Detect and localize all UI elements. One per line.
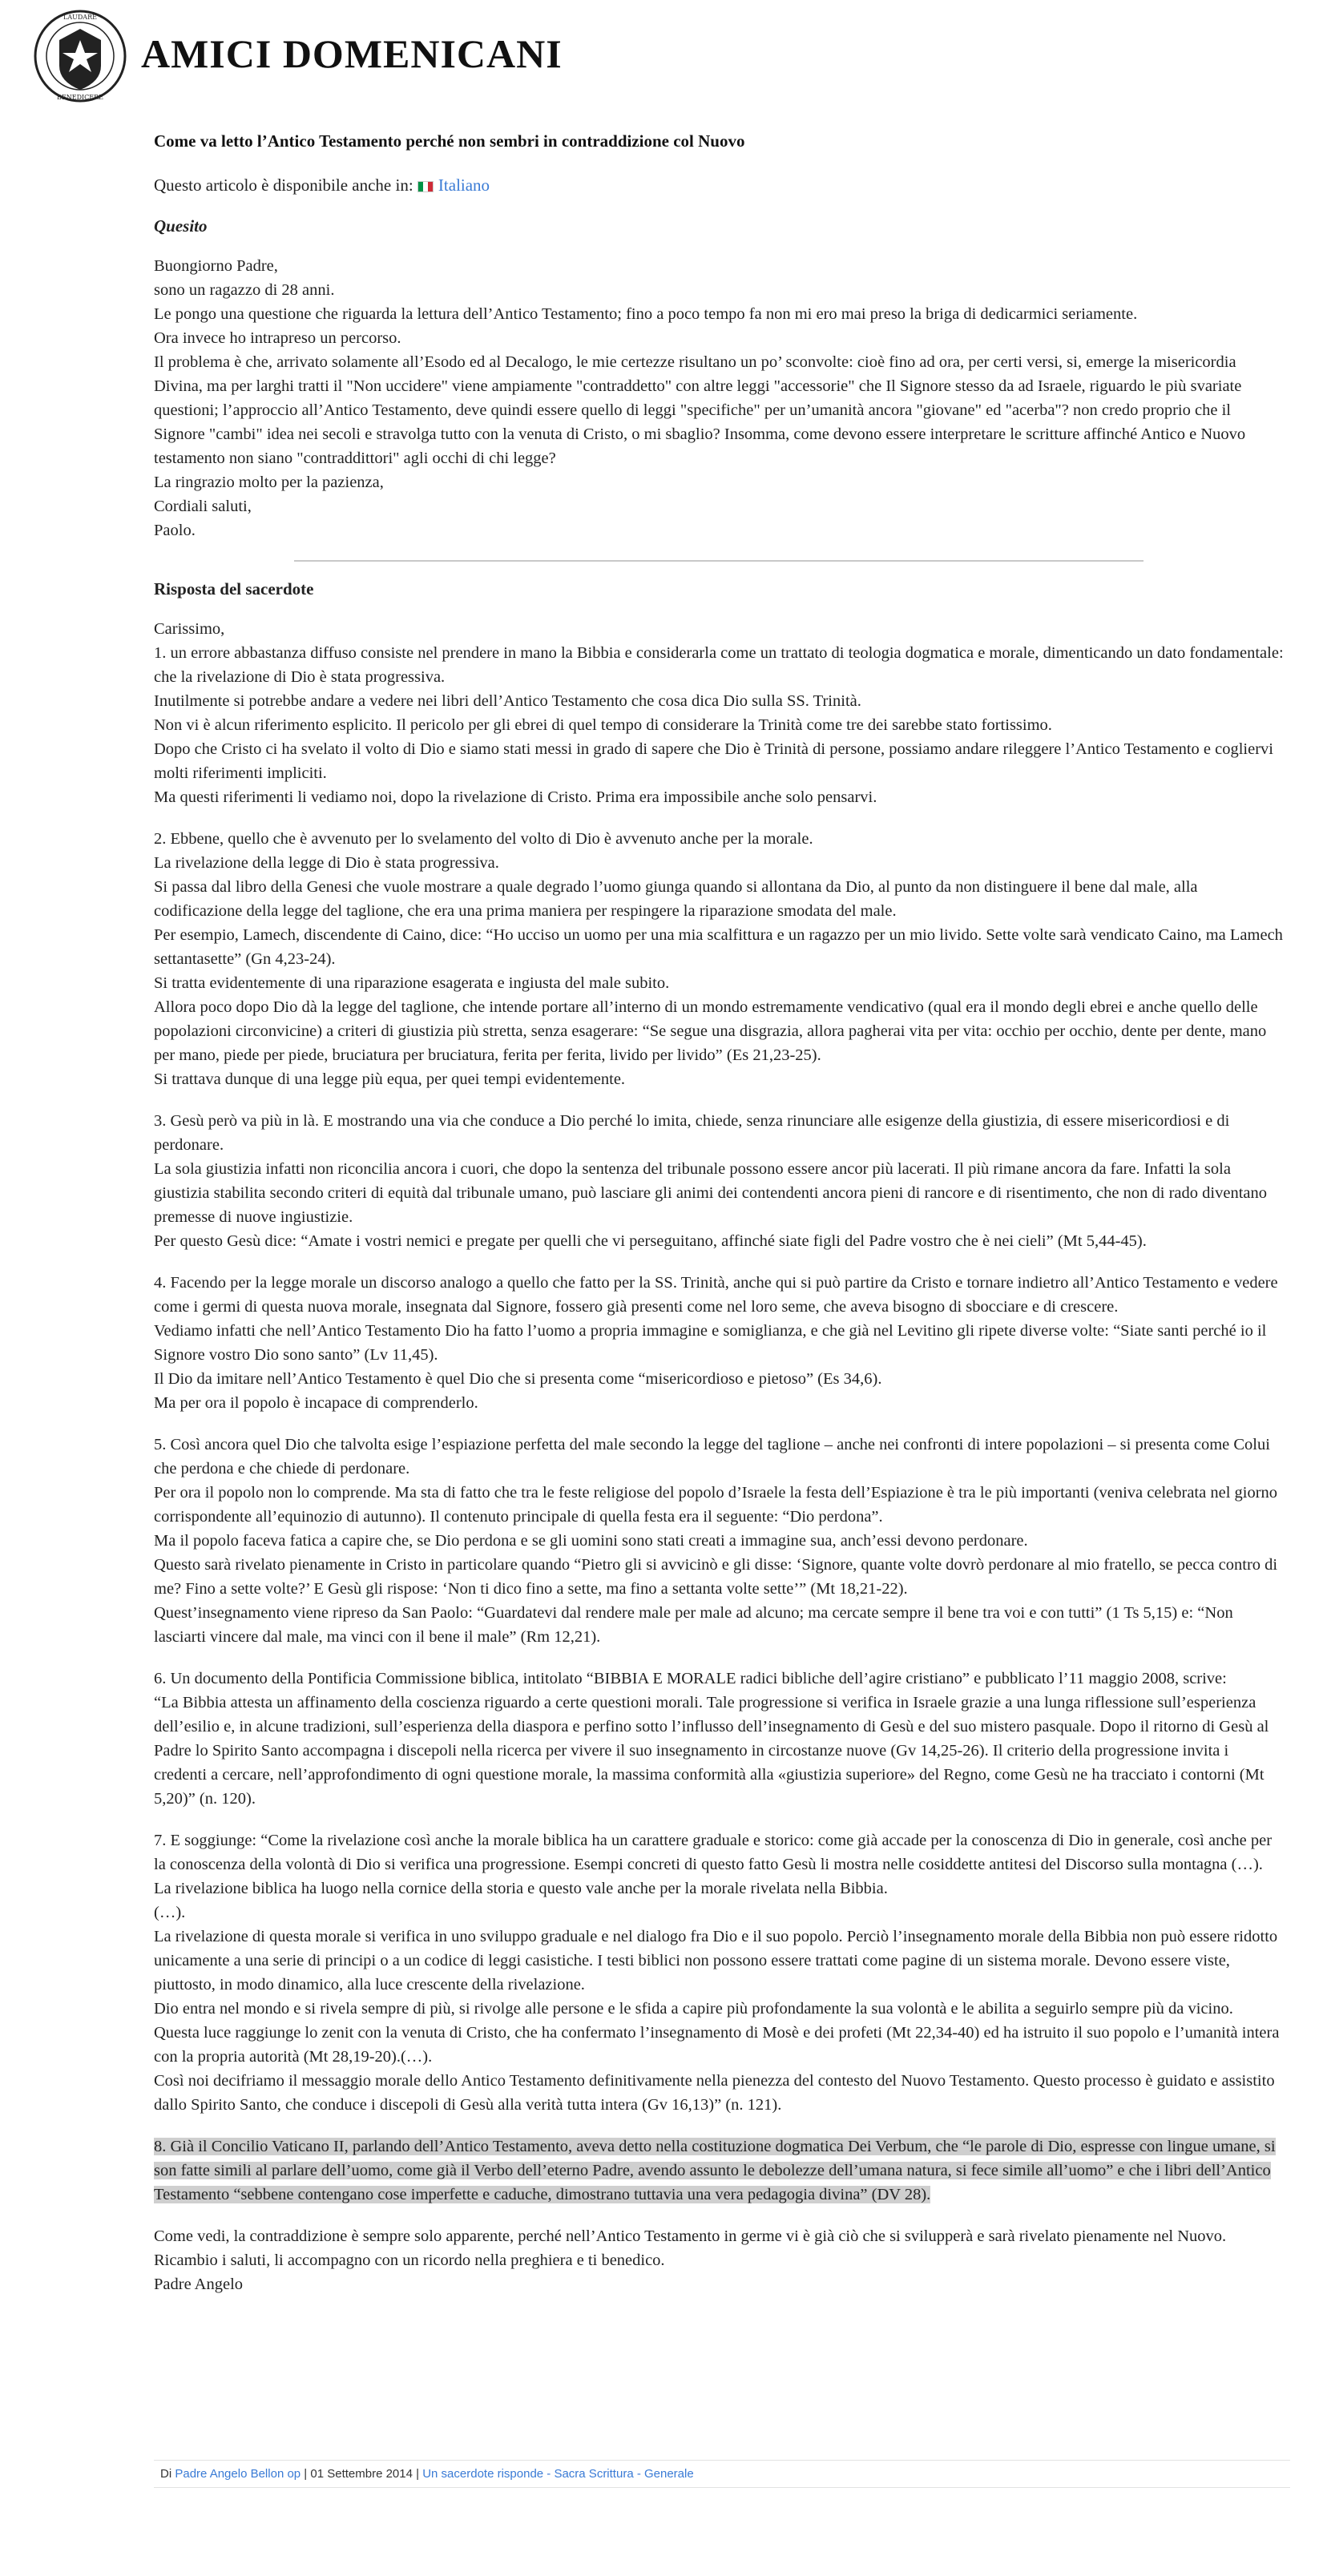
- site-header: [0, 0, 1323, 119]
- answer-label: Risposta del sacerdote: [154, 579, 314, 599]
- highlighted-text: 8. Già il Concilio Vaticano II, parlando dell’Antico Testamento, aveva detto nella costituzione dogmatica Dei Verbum, che “le parole di Dio, espresse con lingue umane, si son fatte simili al parlare dell’uomo, come già il Verbo dell’eterno Padre, avendo assunto le debolezze dell’umana natura, si fece simile all’uomo” e che i libri dell’Antico Testamento “sebbene contengano cose imperfette e caduche, dimostrano tuttavia una vera pedagogia divina” (DV 28).: [154, 2138, 1276, 2203]
- answer-paragraph-6: 6. Un documento della Pontificia Commissione biblica, intitolato “BIBBIA E MORALE radici bibliche dell’agire cristiano” e pubblicato l’11 maggio 2008, scrive: “La Bibbia attesta un affinamento della coscienza riguardo a certe questioni morali. Tale progressione si verifica in Israele grazie a una lunga riflessione sull’esperienza dell’esilio e, in alcune tradizioni, sull’esperienza della diaspora e perfino sotto l’influsso dell’insegnamento di Gesù e del suo mistero pasquale. Dopo il ritorno di Gesù al Padre lo Spirito Santo accompagna i discepoli nella ricerca per vivere il suo insegnamento in circostanze nuove (Gv 14,25-26). Il criterio della progressione invita i credenti a cercare, nell’approfondimento di ogni questione morale, la massima conformità alla «giustizia superiore» del Regno, come Gesù ne ha tracciato i contorni (Mt 5,20)” (n. 120).: [154, 1670, 1269, 1808]
- question-label: Quesito: [154, 216, 208, 236]
- post-title: Come va letto l’Antico Testamento perché non sembri in contraddizione col Nuovo: [154, 131, 745, 151]
- category-links[interactable]: Un sacerdote risponde - Sacra Scrittura - Generale: [422, 2467, 694, 2481]
- answer-paragraph-3: 3. Gesù però va più in là. E mostrando una via che conduce a Dio perché lo imita, chiede, senza rinunciare alle esigenze della giustizia, di essere misericordiosi e di perdonare. La sola giustizia infatti non riconcilia ancora i cuori, che dopo la sentenza del tribunale possono essere ancor più lacerati. Il più rimane ancora da fare. Infatti la sola giustizia stabilita secondo criteri di equità dal tribunale umano, può lasciare gli animi dei contendenti ancora pieni di rancore e di risentimento, che non di rado diventano premesse di nuove ingiustizie. Per questo Gesù dice: “Amate i vostri nemici e pregate per quelli che vi perseguitano, affinché siate figli del Padre vostro che è nei cieli” (Mt 5,44-45).: [154, 1112, 1267, 1250]
- author-prefix: Di: [160, 2467, 172, 2481]
- dominican-seal-logo[interactable]: [32, 8, 128, 104]
- svg-text:LAUDARE: LAUDARE: [63, 14, 97, 21]
- answer-paragraph-2: 2. Ebbene, quello che è avvenuto per lo svelamento del volto di Dio è avvenuto anche per la morale. La rivelazione della legge di Dio è stata progressiva. Si passa dal libro della Genesi che vuole mostrare a quale degrado l’uomo giunga quando si allontana da Dio, al punto da non distinguere il bene dal male, alla codificazione della legge del taglione, che era una prima maniera per respingere la riparazione smodata del male. Per esempio, Lamech, discendente di Caino, dice: “Ho ucciso un uomo per una mia scalfittura e un ragazzo per un mio livido. Sette volte sarà vendicato Caino, ma Lamech settantasette” (Gn 4,23-24). Si tratta evidentemente di una riparazione esagerata e ingiusta del male subito. Allora poco dopo Dio dà la legge del taglione, che intende portare all’interno di un mondo estremamente vendicativo (qual era il mondo degli ebrei e anche quello delle popolazioni circonvicine) a criteri di giustizia più stretta, senza esagerare: “Se segue una disgrazia, allora pagherai vita per vita: occhio per occhio, dente per dente, mano per mano, piede per piede, bruciatura per bruciatura, ferita per ferita, livido per livido” (Es 21,23-25). Si trattava dunque di una legge più equa, per quei tempi evidentemente.: [154, 830, 1283, 1088]
- post-content: [154, 120, 1284, 2314]
- site-title[interactable]: AMICI DOMENICANI: [141, 31, 563, 76]
- answer-closing: Come vedi, la contraddizione è sempre solo apparente, perché nell’Antico Testamento in germe vi è già ciò che si svilupperà e sarà rivelato pienamente nel Nuovo. Ricambio i saluti, li accompagno con un ricordo nella preghiera e ti benedico. Padre Angelo: [154, 2227, 1227, 2293]
- section-divider: [294, 560, 1144, 562]
- post-date: 01 Settembre 2014: [310, 2467, 413, 2481]
- footer-separator: |: [412, 2467, 423, 2481]
- svg-text:BENEDICERE: BENEDICERE: [57, 94, 103, 101]
- answer-paragraph-4: 4. Facendo per la legge morale un discorso analogo a quello che fatto per la SS. Trinità, anche qui si può partire da Cristo e tornare indietro all’Antico Testamento e vedere come i germi di questa nuova morale, insegnata dal Signore, fossero già presenti come nel loro seme, che aveva bisogno di sbocciare e di crescere. Vediamo infatti che nell’Antico Testamento Dio ha fatto l’uomo a propria immagine e somiglianza, e che già nel Levitino gli ripete diverse volte: “Siate santi perché io il Signore vostro Dio sono santo” (Lv 11,45). Il Dio da imitare nell’Antico Testamento è quel Dio che si presenta come “misericordioso e pietoso” (Es 34,6). Ma per ora il popolo è incapace di comprenderlo.: [154, 1274, 1278, 1412]
- answer-paragraph-1: Carissimo, 1. un errore abbastanza diffuso consiste nel prendere in mano la Bibbia e considerarla come un trattato di teologia dogmatica e morale, dimenticando un dato fondamentale: che la rivelazione di Dio è stata progressiva. Inutilmente si potrebbe andare a vedere nei libri dell’Antico Testamento che cosa dica Dio sulla SS. Trinità. Non vi è alcun riferimento esplicito. Il pericolo per gli ebrei di quel tempo di considerare la Trinità come tre dei sarebbe stato fortissimo. Dopo che Cristo ci ha svelato il volto di Dio e siamo stati messi in grado di sapere che Dio è Trinità di persone, possiamo andare rileggere l’Antico Testamento e cogliervi molti riferimenti impliciti. Ma questi riferimenti li vediamo noi, dopo la rivelazione di Cristo. Prima era impossibile anche solo pensarvi.: [154, 620, 1284, 806]
- author-link[interactable]: Padre Angelo Bellon op: [175, 2467, 301, 2481]
- footer-separator: |: [300, 2467, 311, 2481]
- post-footer: [154, 2460, 1290, 2488]
- italian-language-link[interactable]: Italiano: [438, 175, 490, 195]
- italian-flag-icon: [417, 181, 434, 192]
- answer-paragraph-7: 7. E soggiunge: “Come la rivelazione così anche la morale biblica ha un carattere graduale e storico: come già accade per la conoscenza di Dio in generale, così anche per la conoscenza della volontà di Dio si verifica una progressione. Esempi concreti di questo fatto Gesù li mostra nelle cosiddette antitesi del Discorso sulla montagna (…). La rivelazione biblica ha luogo nella cornice della storia e questo vale anche per la morale rivelata nella Bibbia. (…). La rivelazione di questa morale si verifica in uno sviluppo graduale e nel dialogo fra Dio e il suo popolo. Perciò l’insegnamento morale della Bibbia non può essere ridotto unicamente a una serie di principi o a un codice di leggi casistiche. I testi biblici non possono essere trattati come pagine di un sistema morale. Devono essere viste, piuttosto, in modo dinamico, alla luce crescente della rivelazione. Dio entra nel mondo e si rivela sempre di più, si rivolge alle persone e le sfida a capire più profondamente la sua volontà e le abilita a seguirlo sempre più da vicino. Questa luce raggiunge lo zenit con la venuta di Cristo, che ha confermato l’insegnamento di Mosè e dei profeti (Mt 22,34-40) ed ha istruito il suo popolo e l’umanità intera con la propria autorità (Mt 28,19-20).(…). Così noi decifriamo il messaggio morale dello Antico Testamento definitivamente nella pienezza del contesto del Nuovo Testamento. Questo processo è guidato e assistito dallo Spirito Santo, che conduce i discepoli di Gesù alla verità tutta intera (Gv 16,13)” (n. 121).: [154, 1832, 1280, 2114]
- answer-paragraph-8: [154, 2135, 1284, 2207]
- language-prefix: Questo articolo è disponibile anche in:: [154, 175, 413, 195]
- question-text: Buongiorno Padre, sono un ragazzo di 28 anni. Le pongo una questione che riguarda la lettura dell’Antico Testamento; fino a poco tempo fa non mi ero mai preso la briga di dedicarmici seriamente. Ora invece ho intrapreso un percorso. Il problema è che, arrivato solamente all’Esodo ed al Decalogo, le mie certezze risultano un po’ sconvolte: cioè fino ad ora, per certi versi, si, emerge la misericordia Divina, ma per larghi tratti il "Non uccidere" viene ampiamente "contraddetto" con altre leggi "accessorie" che Il Signore stesso da ad Israele, riguardo le più svariate questioni; l’approccio all’Antico Testamento, deve quindi essere quello di leggi "specifiche" per un’umanità ancora "giovane" ed "acerba"? non credo proprio che il Signore "cambi" idea nei secoli e stravolga tutto con la venuta di Cristo, o mi sbaglio? Insomma, come devono essere interpretare le scritture affinché Antico e Nuovo testamento non siano "contraddittori" agli occhi di chi legge? La ringrazio molto per la pazienza, Cordiali saluti, Paolo.: [154, 257, 1246, 539]
- answer-paragraph-5: 5. Così ancora quel Dio che talvolta esige l’espiazione perfetta del male secondo la legge del taglione – anche nei confronti di intere popolazioni – si presenta come Colui che perdona e che chiede di perdonare. Per ora il popolo non lo comprende. Ma sta di fatto che tra le feste religiose del popolo d’Israele la festa dell’Espiazione è tra le più importanti (veniva celebrata nel giorno corrispondente all’equinozio di autunno). Il contenuto principale di quella festa era il seguente: “Dio perdona”. Ma il popolo faceva fatica a capire che, se Dio perdona e se gli uomini sono stati creati a immagine sua, anch’essi devono perdonare. Questo sarà rivelato pienamente in Cristo in particolare quando “Pietro gli si avvicinò e gli disse: ‘Signore, quante volte dovrò perdonare al mio fratello, se pecca contro di me? Fino a sette volte?’ E Gesù gli rispose: ‘Non ti dico fino a sette, ma fino a settanta volte sette’” (Mt 18,21-22). Quest’insegnamento viene ripreso da San Paolo: “Guardatevi dal rendere male per male ad alcuno; ma cercate sempre il bene tra voi e con tutti” (1 Ts 5,15) e: “Non lasciarti vincere dal male, ma vinci con il bene il male” (Rm 12,21).: [154, 1436, 1278, 1646]
- language-availability: [154, 175, 1284, 196]
